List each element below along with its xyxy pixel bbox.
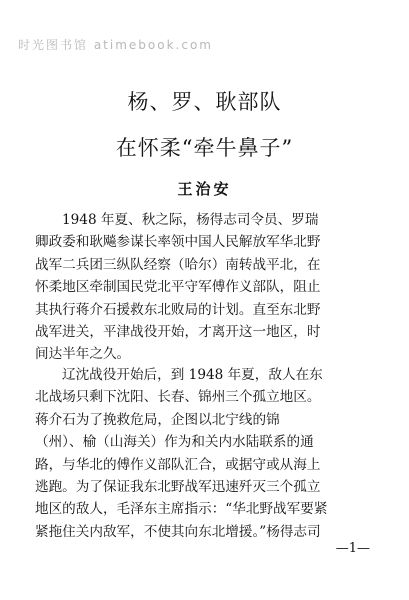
author-name: 王治安 (177, 180, 232, 198)
article-title: 杨、罗、耿部队 (127, 90, 282, 114)
text-line: 蒋介石为了挽救危局，企图以北宁线的锦 (35, 411, 280, 428)
text-line: 路，与华北的傅作义部队汇合，或据守或从海上 (35, 456, 321, 473)
text-line: 紧拖住关内敌军，不使其向东北增援。”杨得志司 (35, 523, 321, 540)
paragraph-2 (35, 364, 370, 543)
text-line: 卿政委和耿飚参谋长率领中国人民解放军华北野 (35, 234, 321, 251)
text-line: 战军进关，平津战役开始，才离开这一地区，时 (35, 324, 321, 341)
text-line: 辽沈战役开始后，到 1948 年夏，敌人在东 (62, 367, 323, 383)
text-line: 战军二兵团三纵队经察（哈尔）南转战平北，在 (35, 256, 321, 273)
text-line: （州）、榆（山海关）作为和关内水陆联系的通 (35, 434, 314, 451)
text-line: 怀柔地区牵制国民党北平守军傅作义部队，阻止 (35, 279, 321, 296)
text-line: 1948 年夏、秋之际，杨得志司令员、罗瑞 (62, 212, 319, 228)
text-line: 间达半年之久。 (35, 346, 131, 363)
page-number: —1— (335, 541, 370, 556)
text-line: 其执行蒋介石援救东北败局的计划。直至东北野 (35, 301, 321, 318)
article-subtitle: 在怀柔“牵牛鼻子” (115, 136, 294, 160)
text-line: 逃跑。为了保证我东北野战军迅速歼灭三个孤立 (35, 479, 321, 496)
text-line: 地区的敌人，毛泽东主席指示：“华北野战军要紧 (35, 501, 328, 518)
watermark: 时光图书馆 atimebook.com (18, 38, 213, 52)
paragraph-1 (35, 209, 370, 366)
text-line: 北战场只剩下沈阳、长春、锦州三个孤立地区。 (35, 389, 321, 406)
